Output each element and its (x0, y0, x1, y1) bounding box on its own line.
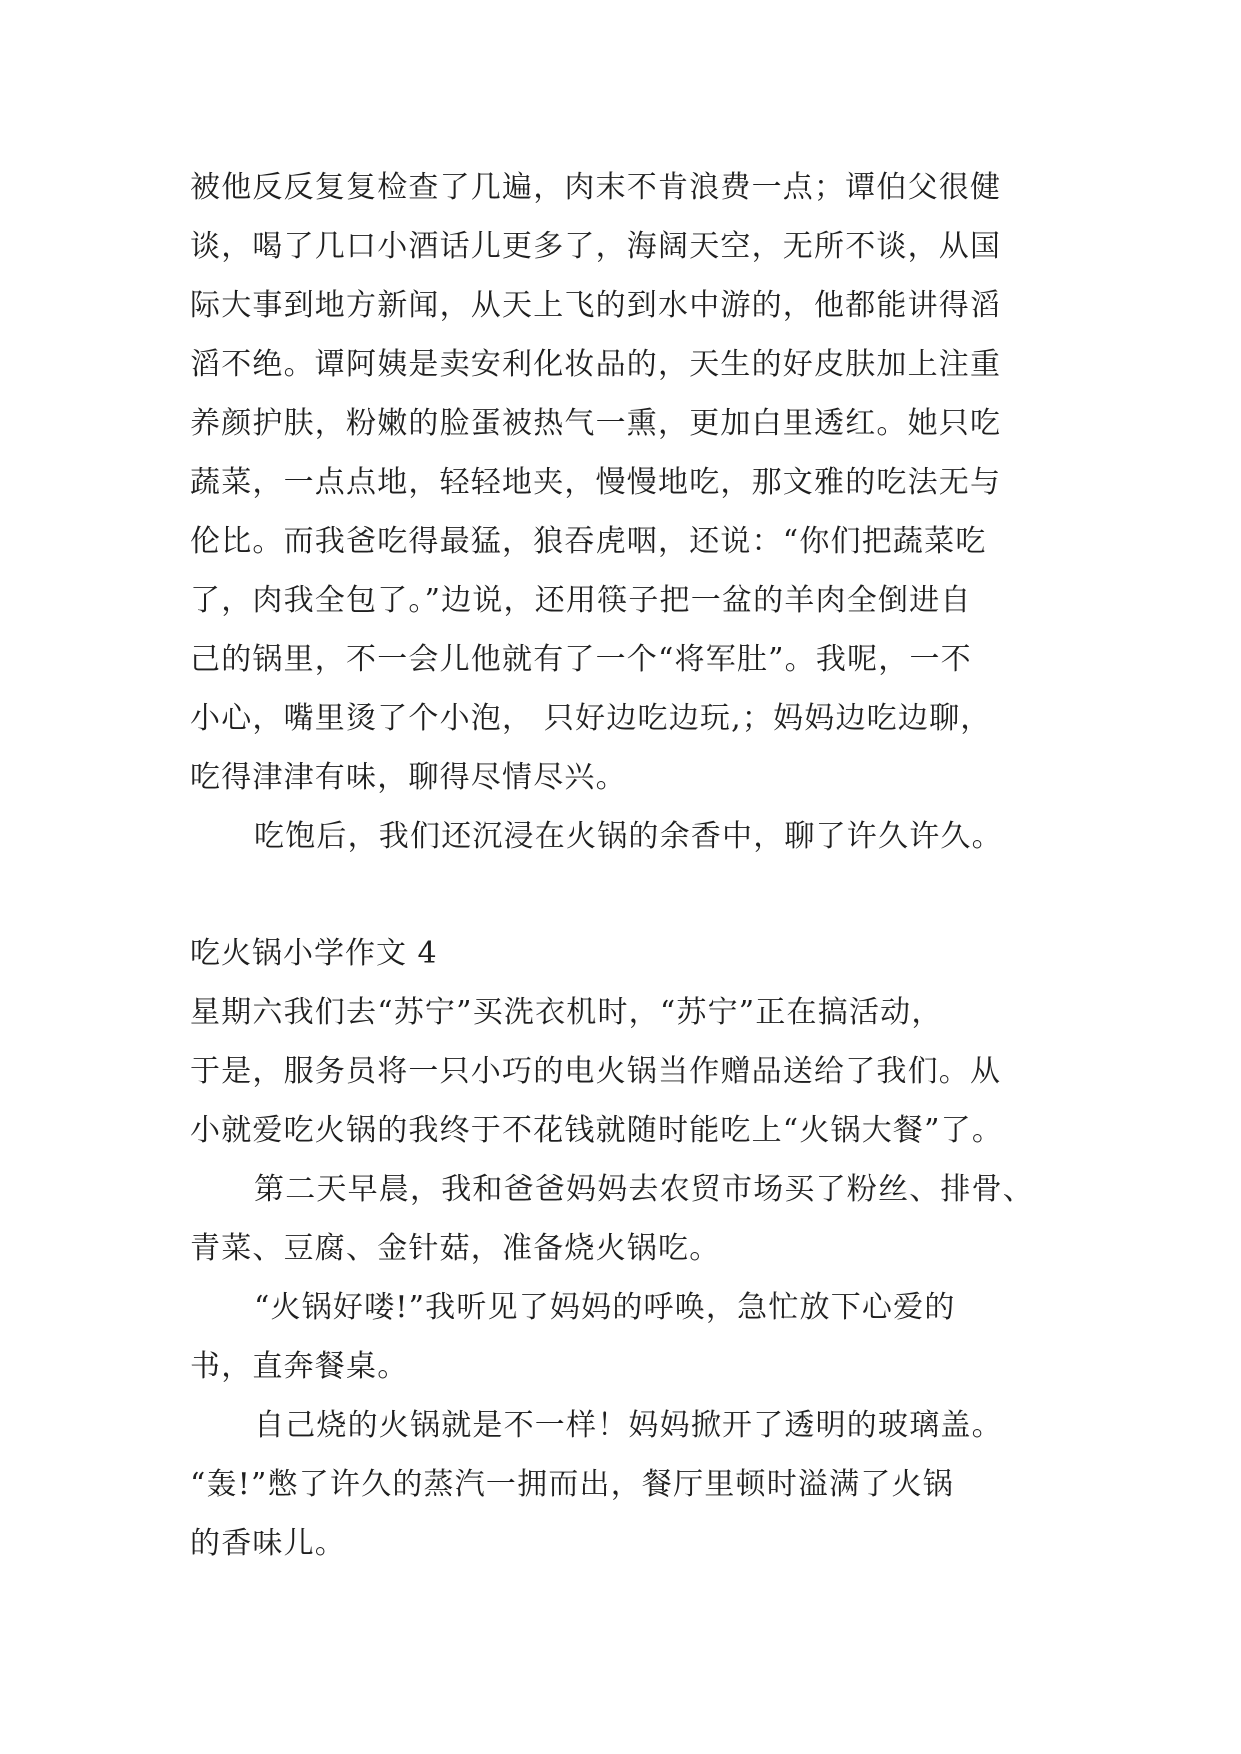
text-line: 自己烧的火锅就是不一样！妈妈掀开了透明的玻璃盖。 (254, 1408, 1003, 1443)
text-line: 谈，喝了几口小酒话儿更多了，海阔天空，无所不谈，从国 (190, 229, 1002, 264)
text-line: 被他反反复复检查了几遍，肉末不肯浪费一点；谭伯父很健 (190, 170, 1002, 205)
text-line: 的香味儿。 (190, 1526, 346, 1561)
paragraph-ending: 吃饱后，我们还沉浸在火锅的余香中，聊了许久许久。 (254, 819, 1003, 854)
text-line: 星期六我们去“苏宁”买洗衣机时，“苏宁”正在搞活动， (190, 995, 943, 1030)
text-line: “轰!”憋了许久的蒸汽一拥而出，餐厅里顿时溢满了火锅 (190, 1467, 954, 1502)
section-title: 吃火锅小学作文 4 (190, 936, 438, 971)
text-line: 吃得津津有味，聊得尽情尽兴。 (190, 760, 627, 795)
text-line: “火锅好喽!”我听见了妈妈的呼唤，急忙放下心爱的 (254, 1290, 956, 1325)
text-line: 了，肉我全包了。”边说，还用筷子把一盆的羊肉全倒进自 (190, 583, 972, 618)
text-line: 小心，嘴里烫了个小泡， 只好边吃边玩,；妈妈边吃边聊， (190, 701, 992, 736)
text-line: 己的锅里，不一会儿他就有了一个“将军肚”。我呢，一不 (190, 642, 972, 677)
paragraph-intro (190, 983, 1070, 1160)
text-line: 第二天早晨，我和爸爸妈妈去农贸市场买了粉丝、排骨、 (254, 1172, 1034, 1207)
text-line: 养颜护肤，粉嫩的脸蛋被热气一熏，更加白里透红。她只吃 (190, 406, 1002, 441)
section-gap (190, 866, 1070, 924)
paragraph-market (190, 1160, 1070, 1278)
text-line: 书，直奔餐桌。 (190, 1349, 409, 1384)
text-line: 小就爱吃火锅的我终于不花钱就随时能吃上“火锅大餐”了。 (190, 1113, 1004, 1148)
text-line: 伦比。而我爸吃得最猛，狼吞虎咽，还说：“你们把蔬菜吃 (190, 524, 987, 559)
text-line: 滔不绝。谭阿姨是卖安利化妆品的，天生的好皮肤加上注重 (190, 347, 1002, 382)
document-page (190, 158, 1070, 1573)
text-line: 青菜、豆腐、金针菇，准备烧火锅吃。 (190, 1231, 721, 1266)
paragraph-dinner-scene (190, 158, 1070, 807)
text-line: 于是，服务员将一只小巧的电火锅当作赠品送给了我们。从 (190, 1054, 1002, 1089)
text-line: 际大事到地方新闻，从天上飞的到水中游的，他都能讲得滔 (190, 288, 1002, 323)
text-line: 蔬菜，一点点地，轻轻地夹，慢慢地吃，那文雅的吃法无与 (190, 465, 1002, 500)
paragraph-lid (190, 1396, 1070, 1573)
paragraph-call (190, 1278, 1070, 1396)
